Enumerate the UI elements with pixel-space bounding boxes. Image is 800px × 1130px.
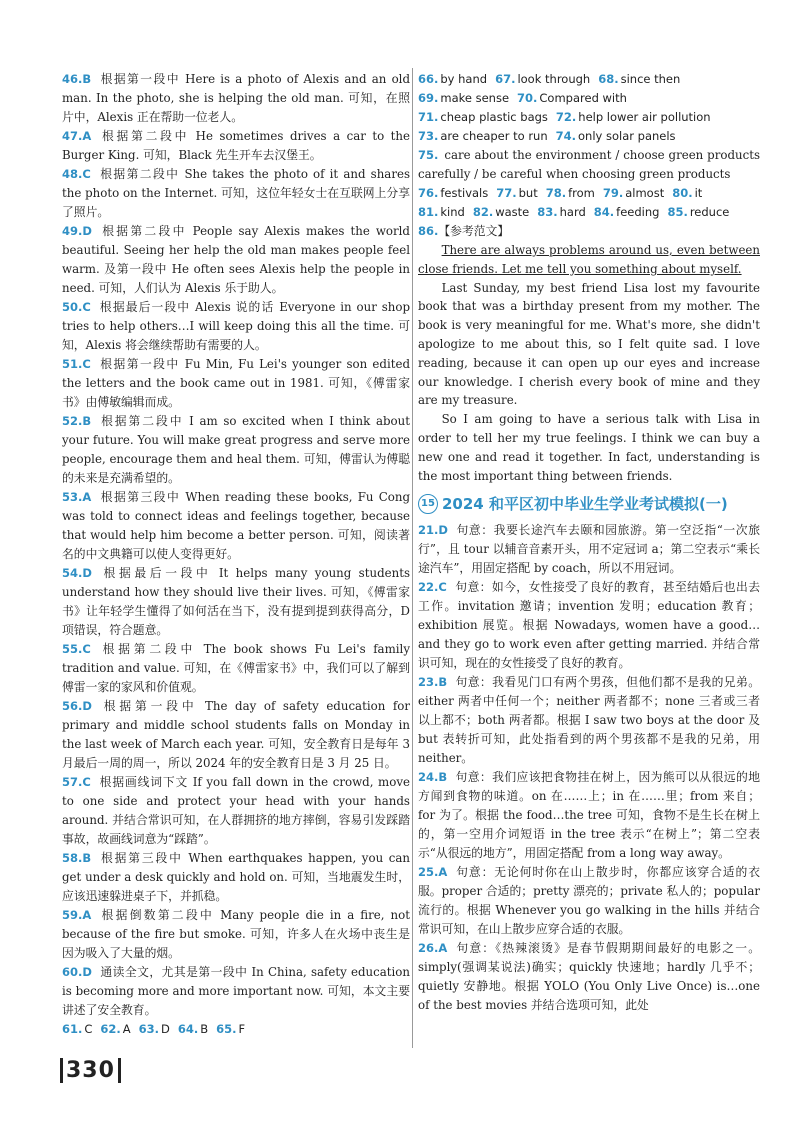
question-number: 55. — [62, 642, 83, 656]
answer-letter: B — [438, 770, 448, 785]
answer-letter: B — [82, 851, 92, 865]
answer-letter: D — [82, 566, 92, 580]
question-number: 67. — [495, 72, 516, 86]
answer-letter: C — [82, 357, 91, 371]
answer-text: but — [518, 186, 538, 200]
question-number: 77. — [496, 186, 517, 200]
answer-letter: B — [438, 675, 448, 690]
answer-text: from — [568, 186, 595, 200]
explanation-text: 根据第三段中 When reading these books, Fu Cong was told to connect ideas and feelings together, because that would help him become a better person. 可知，阅读著名的中文典籍可以使人变得更好。 — [62, 490, 410, 561]
explanation-text: 根据第一段中 Fu Min, Fu Lei's younger son edited the letters and the book came out in 1981. 可知，《傅雷家书》由傅敏编辑而成。 — [62, 357, 410, 409]
answer-letter: C — [82, 167, 91, 181]
answer-letter: A — [438, 941, 448, 956]
answer-text: care about the environment / choose green products carefully / be careful when choosing green products — [418, 148, 760, 181]
answer-item — [62, 697, 410, 773]
question-number: 73. — [418, 129, 439, 143]
question-number: 78. — [545, 186, 567, 200]
question-number: 57. — [62, 775, 83, 789]
answer-item — [418, 673, 760, 768]
answer-text: feeding — [616, 205, 660, 219]
question-number: 50. — [62, 300, 83, 314]
answer-row — [418, 203, 760, 222]
answer-letter: A — [82, 490, 92, 504]
answer-letter: C — [438, 580, 447, 595]
answer-text: since then — [620, 72, 681, 86]
explanation-text: 根据最后一段中 It helps many young students understand how they should live their lives. 可知，《傅雷家书》让年轻学生懂得了如何活在当下，没有提到提到获得高分，D项错误，符合题意。 — [62, 566, 410, 637]
answer-item — [62, 355, 410, 412]
explanation-text: 句意：如今，女性接受了良好的教育，甚至结婚后也出去工作。invitation 邀请；invention 发明；education 教育；exhibition 展览。根据 Nowadays, women have a good…and they go to work even after getting married. 并结合常识可知，现在的女性接受了良好的教育。 — [418, 580, 760, 671]
question-number: 65. — [216, 1022, 237, 1036]
answer-item — [62, 488, 410, 564]
question-number: 83. — [537, 205, 558, 219]
answer-letter: B — [82, 72, 92, 86]
answer-row — [418, 184, 760, 203]
question-number: 82. — [472, 205, 494, 219]
explanation-text: 句意：《热辣滚烫》是春节假期期间最好的电影之一。simply(强调某说法)确实；quickly 快速地；hardly 几乎不；quietly 安静地。根据 YOLO (You Only Live Once) is…one of the best movies 并结合选项可知，此处 — [418, 941, 760, 1013]
section-number-badge: 15 — [418, 494, 438, 514]
answer-text: help lower air pollution — [578, 110, 711, 124]
explanation-text: 句意：我要长途汽车去颐和园旅游。第一空泛指“一次旅行”，且 tour 以辅音音素开头，用不定冠词 a；第二空表示“乘长途汽车”，用固定搭配 by coach，所以不用冠词。 — [418, 523, 760, 576]
answer-text: almost — [625, 186, 665, 200]
explanation-text: 句意：我们应该把食物挂在树上，因为熊可以从很远的地方闻到食物的味道。on 在……上；in 在……里；from 来自；for 为了。根据 the food…the tree 可知，食物不是生长在树上的，第一空用介词短语 in the tree 表示“在树上”；第二空表示“从很远的地方”，用固定搭配 from a long way away。 — [418, 770, 760, 861]
question-number: 24. — [418, 770, 439, 785]
answer-item — [62, 849, 410, 906]
answer-item — [62, 70, 410, 127]
explanation-text: 根据第二段中 People say Alexis makes the world beautiful. Seeing her help the old man makes people feel warm. 及第一段中 He often sees Alexis help the people in need. 可知，人们认为 Alexis 乐于助人。 — [62, 224, 410, 295]
column-divider — [412, 68, 413, 1048]
answer-item — [62, 222, 410, 298]
question-number: 69. — [418, 91, 439, 105]
answer-letter: D — [82, 699, 92, 713]
answer-letter: C — [82, 642, 91, 656]
answer-text: only solar panels — [578, 129, 676, 143]
answer-letter: D — [438, 523, 448, 538]
left-column — [62, 70, 410, 1039]
question-number: 52. — [62, 414, 83, 428]
question-number: 60. — [62, 965, 83, 979]
explanation-text: 根据第二段中 The book shows Fu Lei's family tradition and value. 可知，在《傅雷家书》中，我们可以了解到傅雷一家的家风和价值观。 — [62, 642, 410, 694]
question-number: 68. — [598, 72, 619, 86]
answer-letter: B — [200, 1022, 209, 1036]
explanation-text: 根据最后一段中 Alexis 说的话 Everyone in our shop tries to help others…I will keep doing this all the time. 可知，Alexis 将会继续帮助有需要的人。 — [62, 300, 410, 352]
explanation-text: 句意：我看见门口有两个男孩，但他们都不是我的兄弟。either 两者中任何一个；neither 两者都不；none 三者或三者以上都不；both 两者都。根据 I saw two boys at the door 及 but 表转折可知，此处指看到的两个男孩都不是我的兄弟，用 neither。 — [418, 675, 760, 766]
question-number: 51. — [62, 357, 83, 371]
answer-item — [62, 906, 410, 963]
section-title-text: 2024 和平区初中毕业生学业考试模拟(一) — [442, 495, 728, 514]
answer-text: are cheaper to run — [440, 129, 548, 143]
question-number: 61. — [62, 1022, 83, 1036]
essay-paragraph: There are always problems around us, even between close friends. Let me tell you something about myself. — [418, 243, 760, 276]
answer-text: waste — [495, 205, 530, 219]
explanation-text: 根据第一段中 The day of safety education for primary and middle school students falls on Monday in the last week of March each year. 可知，安全教育日是每年 3 月最后一周的周一，所以 2024 年的安全教育日是 3 月 25 日。 — [62, 699, 410, 770]
answer-letter: B — [82, 414, 92, 428]
answer-item — [418, 146, 760, 184]
answer-item — [62, 640, 410, 697]
page-number-text: 330 — [60, 1058, 121, 1083]
answer-text: it — [694, 186, 703, 200]
answer-item — [418, 578, 760, 673]
explanation-text: 句意：无论何时你在山上散步时，你都应该穿合适的衣服。proper 合适的；pretty 漂亮的；private 私人的；popular 流行的。根据 Whenever you go walking in the hills 并结合常识可知，在山上散步应穿合适的衣服。 — [418, 865, 760, 937]
answer-text: kind — [440, 205, 465, 219]
answer-text: reduce — [689, 205, 730, 219]
question-number: 62. — [100, 1022, 121, 1036]
question-number: 64. — [177, 1022, 199, 1036]
explanation-text: 根据第一段中 Here is a photo of Alexis and an old man. In the photo, she is helping the old man. 可知，在照片中，Alexis 正在帮助一位老人。 — [62, 72, 410, 124]
question-number: 53. — [62, 490, 83, 504]
right-column — [418, 70, 760, 1015]
answer-letter: C — [84, 1022, 93, 1036]
answer-text: hard — [559, 205, 586, 219]
answer-letter: A — [82, 129, 92, 143]
answer-letter: D — [82, 224, 92, 238]
question-number: 54. — [62, 566, 83, 580]
question-number: 26. — [418, 941, 439, 956]
answer-text: cheap plastic bags — [440, 110, 548, 124]
essay-paragraph: So I am going to have a serious talk with Lisa in order to tell her my true feelings. I think we can buy a new one and read it together. In fact, understanding is the most important thing between friends. — [418, 412, 760, 483]
question-number: 25. — [418, 865, 439, 880]
question-number: 76. — [418, 186, 439, 200]
question-number: 46. — [62, 72, 83, 86]
question-number: 75. — [418, 148, 439, 162]
question-number: 58. — [62, 851, 83, 865]
explanation-text: 根据第三段中 When earthquakes happen, you can get under a desk quickly and hold on. 可知，当地震发生时，应该迅速躲进桌子下，并抓稳。 — [62, 851, 410, 903]
answer-row — [418, 222, 760, 241]
question-number: 49. — [62, 224, 83, 238]
question-number: 79. — [602, 186, 624, 200]
answer-item — [418, 939, 760, 1015]
answer-item — [62, 127, 410, 165]
answer-text: festivals — [440, 186, 489, 200]
question-number: 74. — [555, 129, 577, 143]
question-number: 59. — [62, 908, 83, 922]
answer-item — [62, 298, 410, 355]
answer-letter: A — [438, 865, 448, 880]
answer-text: by hand — [440, 72, 488, 86]
question-number: 21. — [418, 523, 439, 538]
question-number: 85. — [667, 205, 688, 219]
answer-row — [418, 70, 760, 89]
answer-text: Compared with — [539, 91, 627, 105]
explanation-text: 根据倒数第二段中 Many people die in a fire, not because of the fire but smoke. 可知，许多人在火场中丧生是因为吸入了大量的烟。 — [62, 908, 410, 960]
question-number: 48. — [62, 167, 83, 181]
question-number: 71. — [418, 110, 439, 124]
answer-letter: D — [161, 1022, 170, 1036]
answer-text: look through — [517, 72, 591, 86]
question-number: 63. — [138, 1022, 160, 1036]
page-number — [60, 1058, 121, 1083]
answer-letter: C — [82, 775, 91, 789]
question-number: 84. — [593, 205, 615, 219]
answer-letter: C — [82, 300, 91, 314]
answer-item — [62, 963, 410, 1020]
model-essay-label: 【参考范文】 — [438, 224, 510, 238]
answer-text: make sense — [440, 91, 510, 105]
essay-paragraph: Last Sunday, my best friend Lisa lost my favourite book that was a birthday present from my mother. The book is very meaningful for me. What's more, she didn't apologize to me about this, so I felt quite sad. I love reading, because it can open up our eyes and increase our knowledge. I cherish every book of mine and they are my treasure. — [418, 280, 760, 408]
explanation-text: 根据第二段中 She takes the photo of it and shares the photo on the Internet. 可知，这位年轻女士在互联网上分享了照片。 — [62, 167, 410, 219]
explanation-text: 根据画线词下文 If you fall down in the crowd, move to one side and protect your head with your hands around. 并结合常识可知，在人群拥挤的地方摔倒，容易引发踩踏事故，故画线词意为“踩踏”。 — [62, 775, 410, 846]
answer-letter: F — [238, 1022, 246, 1036]
answer-item — [62, 412, 410, 488]
answer-row — [62, 1020, 410, 1039]
question-number: 23. — [418, 675, 439, 690]
answer-item — [418, 863, 760, 939]
explanation-text: 根据第二段中 I am so excited when I think about your future. You will make great progress and serve more people, encourage them and heal them. 可知，傅雷认为傅聪的未来是充满希望的。 — [62, 414, 410, 485]
answer-letter: D — [82, 965, 92, 979]
answer-item — [62, 773, 410, 849]
question-number: 56. — [62, 699, 83, 713]
explanation-text: 根据第二段中 He sometimes drives a car to the Burger King. 可知，Black 先生开车去汉堡王。 — [62, 129, 410, 162]
answer-row — [418, 89, 760, 108]
section-title — [418, 493, 760, 515]
answer-item — [62, 564, 410, 640]
answer-row — [418, 108, 760, 127]
answer-letter: A — [82, 908, 92, 922]
question-number: 80. — [672, 186, 693, 200]
question-number: 81. — [418, 205, 439, 219]
question-number: 22. — [418, 580, 439, 595]
answer-letter: A — [122, 1022, 131, 1036]
answer-item — [418, 521, 760, 578]
question-number: 70. — [517, 91, 538, 105]
question-number: 47. — [62, 129, 83, 143]
model-essay — [418, 241, 760, 485]
answer-item — [62, 165, 410, 222]
answer-item — [418, 768, 760, 863]
question-number: 86. — [418, 224, 439, 238]
answer-row — [418, 127, 760, 146]
question-number: 72. — [555, 110, 577, 124]
explanation-text: 通读全文，尤其是第一段中 In China, safety education is becoming more and more important now. 可知，本文主要讲述了安全教育。 — [62, 965, 410, 1017]
question-number: 66. — [418, 72, 439, 86]
